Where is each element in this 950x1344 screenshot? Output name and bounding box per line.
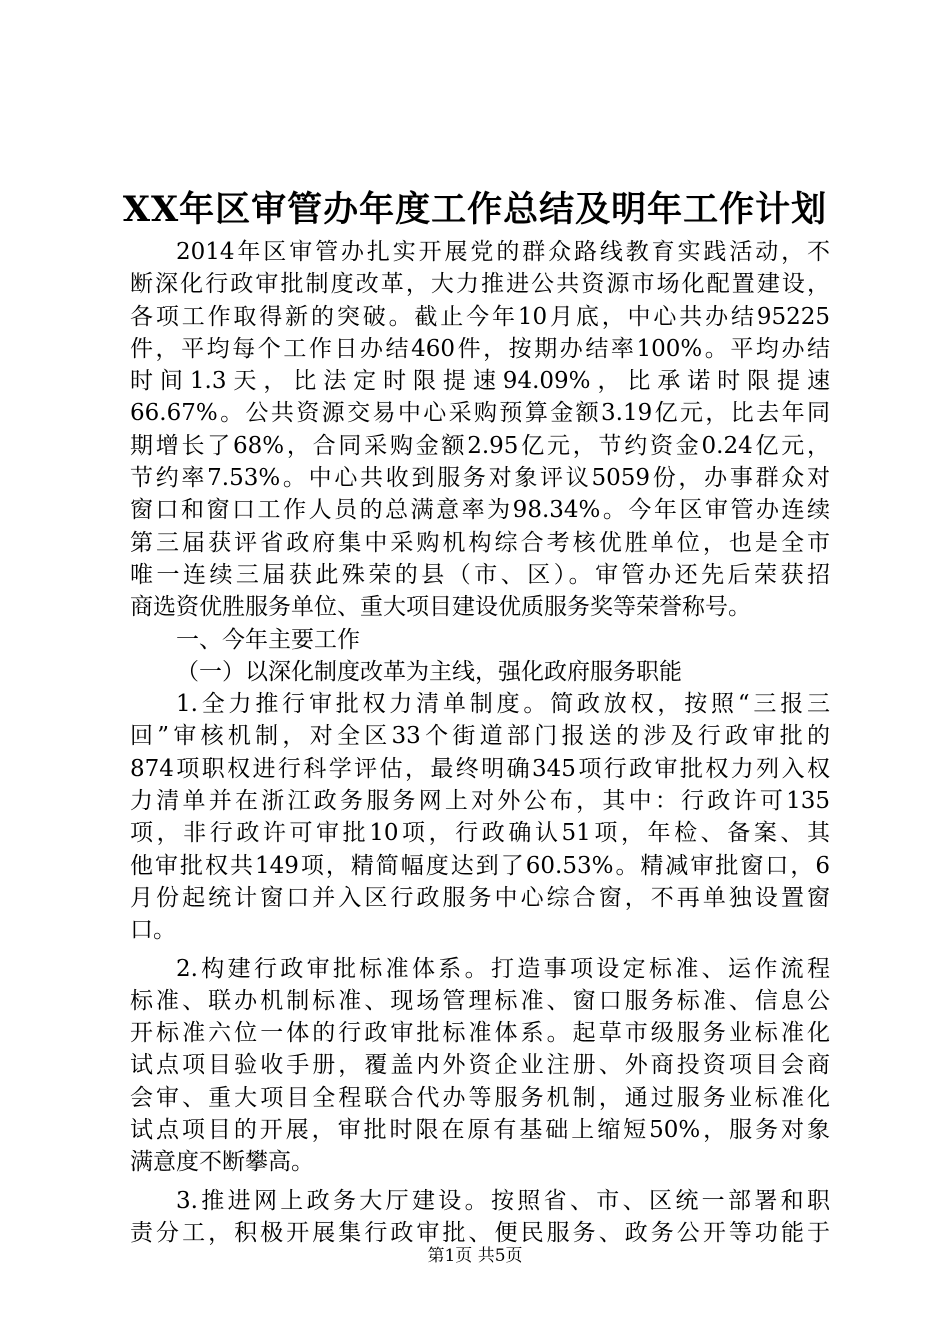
- paragraph-line: 各项工作取得新的突破。截止今年10月底，中心共办结95225: [130, 303, 830, 330]
- paragraph-line: 2.构建行政审批标准体系。打造事项设定标准、运作流程: [176, 955, 830, 982]
- paragraph-line: 期增长了68%，合同采购金额2.95亿元，节约资金0.24亿元，: [130, 432, 830, 459]
- subsection-heading: （一）以深化制度改革为主线，强化政府服务职能: [176, 658, 682, 685]
- paragraph-line: 月份起统计窗口并入区行政服务中心综合窗，不再单独设置窗: [130, 884, 830, 911]
- paragraph-line: 责分工，积极开展集行政审批、便民服务、政务公开等功能于: [130, 1219, 830, 1246]
- paragraph-line: 第三届获评省政府集中采购机构综合考核优胜单位，也是全市: [130, 529, 830, 556]
- paragraph-line: 2014年区审管办扎实开展党的群众路线教育实践活动，不: [176, 239, 830, 265]
- paragraph-line: 商选资优胜服务单位、重大项目建设优质服务奖等荣誉称号。: [130, 594, 751, 621]
- paragraph-line: 节约率7.53%。中心共收到服务对象评议5059份，办事群众对: [130, 465, 830, 492]
- paragraph-line: 口。: [130, 917, 176, 944]
- paragraph-line: 件，平均每个工作日办结460件，按期办结率100%。平均办结: [130, 335, 830, 362]
- paragraph-line: 开标准六位一体的行政审批标准体系。起草市级服务业标准化: [130, 1020, 830, 1047]
- document-title: XX年区审管办年度工作总结及明年工作计划: [122, 189, 828, 230]
- paragraph-line: 回”审核机制，对全区33个街道部门报送的涉及行政审批的: [130, 723, 830, 750]
- page-number-footer: 第1页 共5页: [427, 1246, 523, 1266]
- paragraph-line: 窗口和窗口工作人员的总满意率为98.34%。今年区审管办连续: [130, 497, 830, 524]
- paragraph-line: 874项职权进行科学评估，最终明确345项行政审批权力列入权: [130, 755, 830, 782]
- paragraph-line: 力清单并在浙江政务服务网上对外公布，其中：行政许可135: [130, 788, 830, 815]
- paragraph-line: 时间1.3天，比法定时限提速94.09%，比承诺时限提速: [130, 368, 830, 395]
- paragraph-line: 试点项目验收手册，覆盖内外资企业注册、外商投资项目会商: [130, 1052, 830, 1079]
- paragraph-line: 3.推进网上政务大厅建设。按照省、市、区统一部署和职: [176, 1187, 830, 1214]
- paragraph-line: 66.67%。公共资源交易中心采购预算金额3.19亿元，比去年同: [130, 400, 830, 427]
- paragraph-line: 项，非行政许可审批10项，行政确认51项，年检、备案、其: [130, 820, 830, 847]
- paragraph-line: 断深化行政审批制度改革，大力推进公共资源市场化配置建设，: [130, 271, 830, 298]
- paragraph-line: 会审、重大项目全程联合代办等服务机制，通过服务业标准化: [130, 1084, 830, 1111]
- paragraph-line: 唯一连续三届获此殊荣的县（市、区）。审管办还先后荣获招: [130, 561, 830, 588]
- paragraph-line: 满意度不断攀高。: [130, 1149, 314, 1176]
- paragraph-line: 他审批权共149项，精简幅度达到了60.53%。精减审批窗口，6: [130, 852, 830, 879]
- document-body: [130, 236, 830, 1249]
- paragraph-line: 标准、联办机制标准、现场管理标准、窗口服务标准、信息公: [130, 987, 830, 1014]
- paragraph-line: 1.全力推行审批权力清单制度。简政放权，按照“三报三: [176, 691, 830, 718]
- section-heading: 一、今年主要工作: [176, 626, 360, 653]
- paragraph-line: 试点项目的开展，审批时限在原有基础上缩短50%，服务对象: [130, 1117, 830, 1144]
